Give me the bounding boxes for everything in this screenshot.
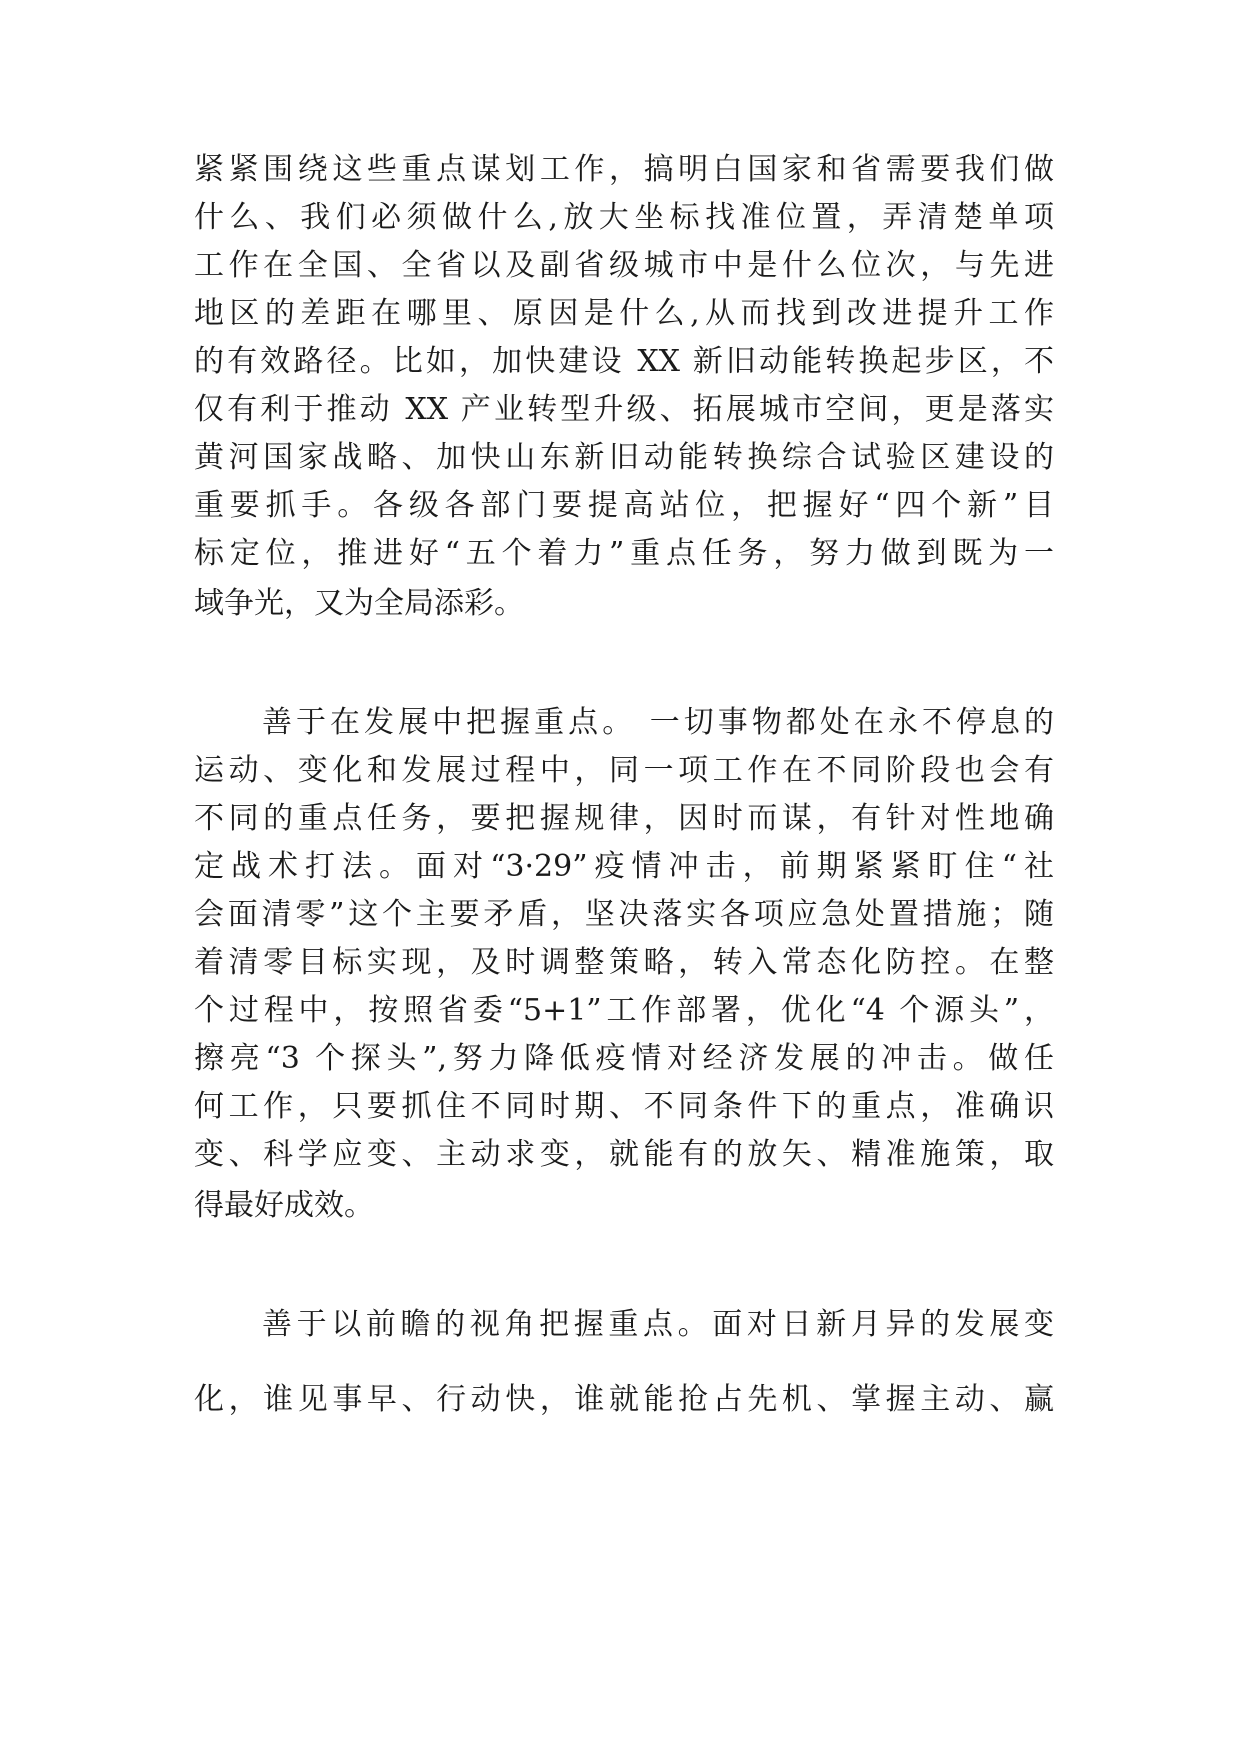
paragraph-line: 何工作，只要抓住不同时期、不同条件下的重点，准确识 — [194, 1089, 1054, 1124]
paragraph-line: 定战术打法。面对“3·29”疫情冲击，前期紧紧盯住“社 — [194, 849, 1054, 884]
paragraph-line: 善于以前瞻的视角把握重点。面对日新月异的发展变 — [262, 1307, 1054, 1342]
paragraph-line: 标定位，推进好“五个着力”重点任务，努力做到既为一 — [194, 536, 1054, 571]
paragraph-line: 重要抓手。各级各部门要提高站位，把握好“四个新”目 — [194, 488, 1054, 523]
paragraph-line: 运动、变化和发展过程中，同一项工作在不同阶段也会有 — [194, 753, 1054, 788]
paragraph-line: 善于在发展中把握重点。 一切事物都处在永不停息的 — [262, 705, 1054, 740]
paragraph-line: 擦亮“3 个探头”,努力降低疫情对经济发展的冲击。做任 — [194, 1041, 1054, 1076]
paragraph-line: 的有效路径。比如，加快建设 XX 新旧动能转换起步区，不 — [194, 344, 1054, 379]
paragraph-line: 黄河国家战略、加快山东新旧动能转换综合试验区建设的 — [194, 440, 1054, 475]
paragraph-line: 着清零目标实现，及时调整策略，转入常态化防控。在整 — [194, 945, 1054, 980]
paragraph-line: 工作在全国、全省以及副省级城市中是什么位次，与先进 — [194, 248, 1054, 283]
paragraph-line: 化，谁见事早、行动快，谁就能抢占先机、掌握主动、赢 — [194, 1382, 1054, 1417]
paragraph-line: 会面清零”这个主要矛盾，坚决落实各项应急处置措施；随 — [194, 897, 1054, 932]
paragraph-line: 地区的差距在哪里、原因是什么,从而找到改进提升工作 — [194, 296, 1054, 331]
paragraph-line: 紧紧围绕这些重点谋划工作，搞明白国家和省需要我们做 — [194, 152, 1054, 187]
paragraph-line: 什么、我们必须做什么,放大坐标找准位置，弄清楚单项 — [194, 200, 1054, 235]
paragraph-line: 域争光，又为全局添彩。 — [194, 586, 524, 621]
paragraph-line: 不同的重点任务，要把握规律，因时而谋，有针对性地确 — [194, 801, 1054, 836]
paragraph-line: 仅有利于推动 XX 产业转型升级、拓展城市空间，更是落实 — [194, 392, 1054, 427]
paragraph-line: 个过程中，按照省委“5+1”工作部署，优化“4 个源头”， — [194, 993, 1054, 1028]
paragraph-line: 变、科学应变、主动求变，就能有的放矢、精准施策，取 — [194, 1137, 1054, 1172]
paragraph-line: 得最好成效。 — [194, 1188, 374, 1223]
